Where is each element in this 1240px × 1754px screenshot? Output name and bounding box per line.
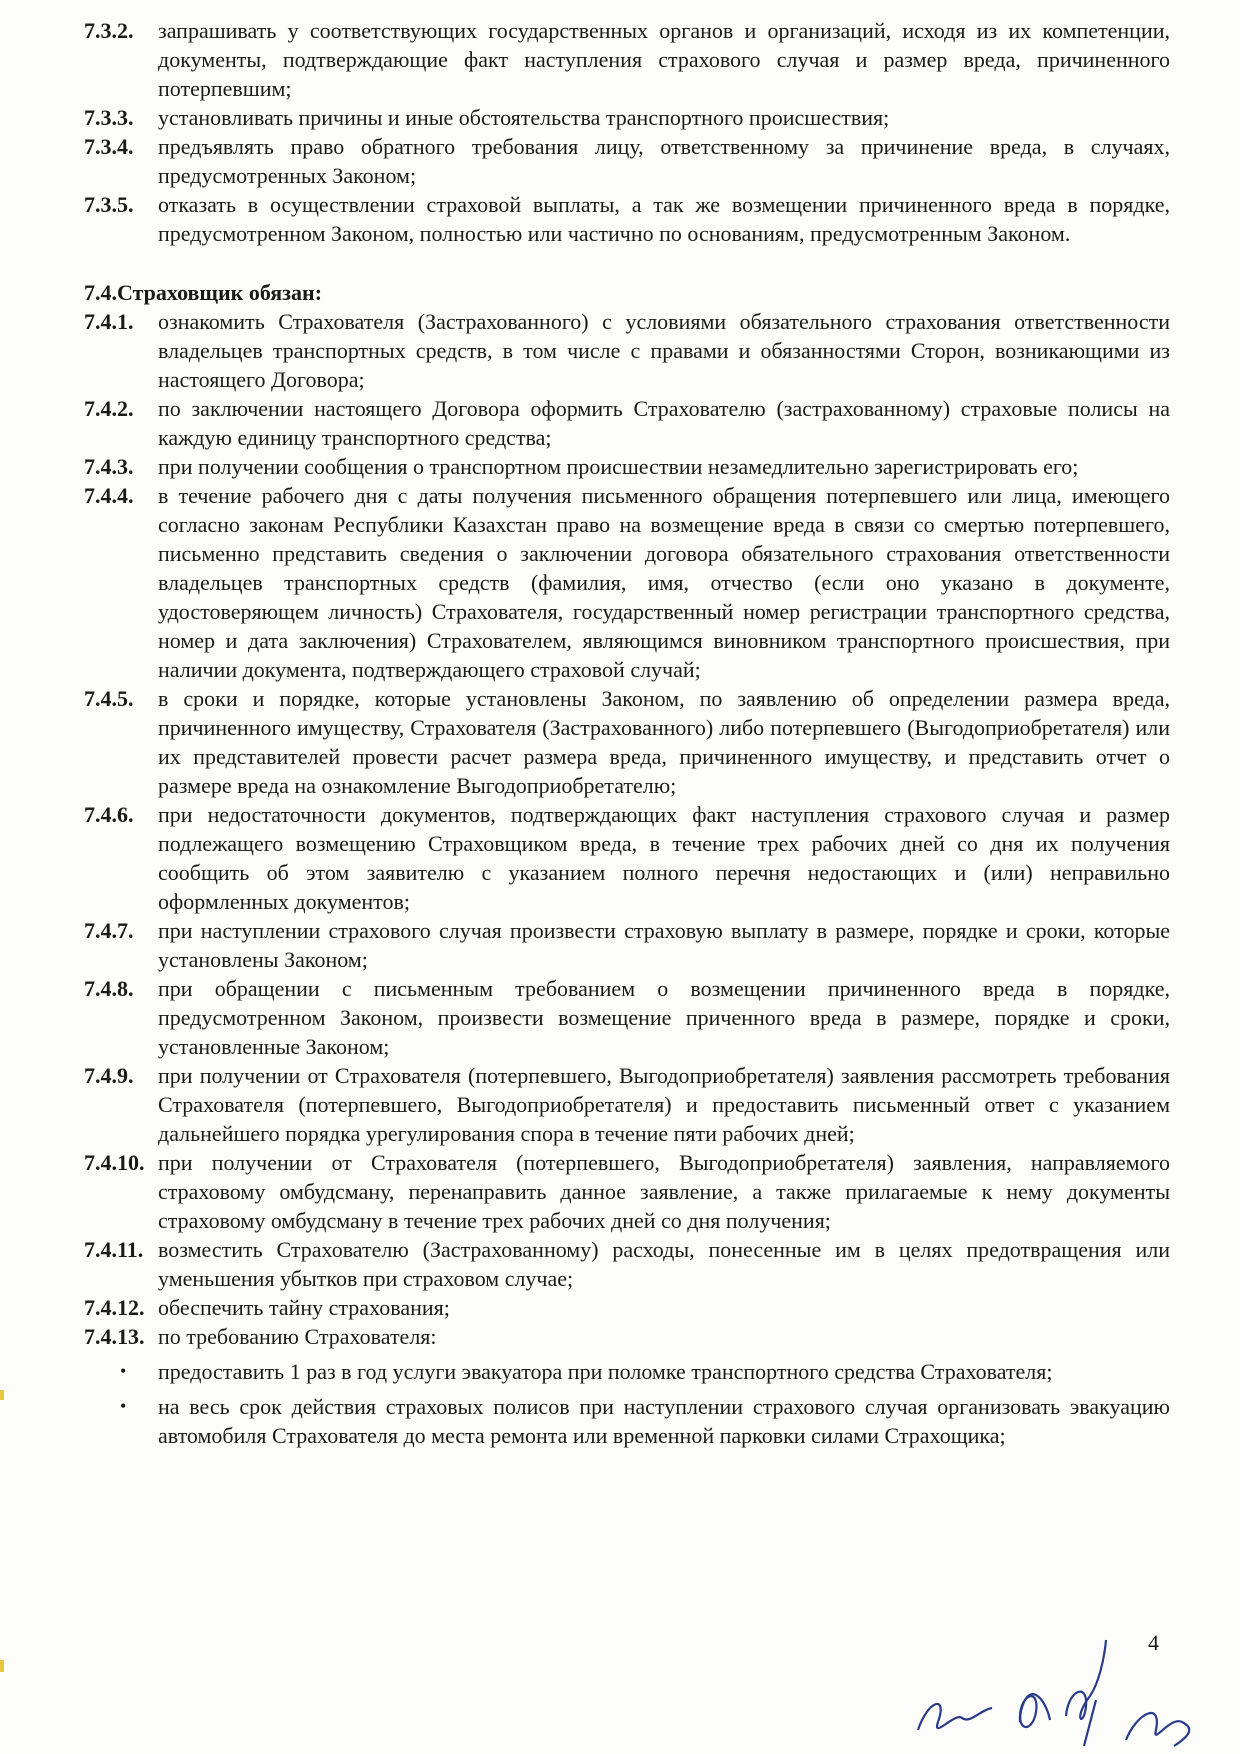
clause-number: 7.4.1. [84, 309, 134, 334]
bullet-marker: • [120, 1396, 127, 1416]
clause-item [84, 916, 1170, 974]
clause-number: 7.4.4. [84, 483, 134, 508]
clause-item [84, 452, 1170, 481]
clause-item [84, 481, 1170, 684]
clause-item [84, 684, 1170, 800]
clause-text: при обращении с письменным требованием о возмещении причиненного вреда в порядке, предусмотренном Законом, произвести возмещение приченного вреда в размере, порядке и сроки, установленные Законом; [158, 976, 1170, 1059]
clause-text: при получении от Страхователя (потерпевшего, Выгодоприобретателя) заявления рассмотреть требования Страхователя (потерпевшего, Выгодоприобретателя) и предоставить письменный ответ с указанием дальнейшего порядка урегулирования спора в течение пяти рабочих дней; [158, 1063, 1170, 1146]
clause-number: 7.4.13. [84, 1324, 145, 1349]
clause-item [84, 103, 1170, 132]
clause-number: 7.4.9. [84, 1063, 134, 1088]
clause-item [84, 1293, 1170, 1322]
signature-2 [1020, 1694, 1050, 1727]
clause-number: 7.4.11. [84, 1237, 144, 1262]
bullet-item [84, 1357, 1170, 1386]
clause-text: в течение рабочего дня с даты получения письменного обращения потерпевшего или лица, имеющего согласно законам Республики Казахстан право на возмещение вреда в связи со смертью потерпевшего, письменно представить сведения о заключении договора обязательного страхования ответственности владельцев транспортных средств (фамилия, имя, отчество (если оно указано в документе, удостоверяющем личность) Страхователя, государственный номер регистрации транспортного средства, номер и дата заключения) Страхователем, являющимся виновником транспортного происшествия, при наличии документа, подтверждающего страховой случай; [158, 483, 1170, 682]
clause-item [84, 307, 1170, 394]
bullet-text: предоставить 1 раз в год услуги эвакуатора при поломке транспортного средства Страхователя; [158, 1359, 1053, 1384]
clause-text: при наступлении страхового случая произвести страховую выплату в размере, порядке и сроки, которые установлены Законом; [158, 918, 1170, 972]
clause-number: 7.4.5. [84, 686, 134, 711]
bullet-item [84, 1392, 1170, 1450]
clause-text: предъявлять право обратного требования лицу, ответственному за причинение вреда, в случаях, предусмотренных Законом; [158, 134, 1170, 188]
clause-item [84, 1322, 1170, 1351]
clause-item [84, 1235, 1170, 1293]
clause-number: 7.3.5. [84, 192, 134, 217]
clause-text: при недостаточности документов, подтверждающих факт наступления страхового случая и размер подлежащего возмещению Страховщиком вреда, в течение трех рабочих дней со дня их получения сообщить об этом заявителю с указанием полного перечня недостающих и (или) неправильно оформленных документов; [158, 802, 1170, 914]
signature-marks [900, 1590, 1200, 1750]
clause-number: 7.4.12. [84, 1295, 145, 1320]
clause-item [84, 132, 1170, 190]
section-7-4-clauses [84, 307, 1170, 1351]
clause-text: обеспечить тайну страхования; [158, 1295, 450, 1320]
clause-number: 7.4.8. [84, 976, 134, 1001]
page-number: 4 [1148, 1630, 1159, 1655]
clause-text: установливать причины и иные обстоятельства транспортного происшествия; [158, 105, 890, 130]
clause-number: 7.4.7. [84, 918, 134, 943]
clause-text: ознакомить Страхователя (Застрахованного) с условиями обязательного страхования ответственности владельцев транспортных средств, в том числе с правами и обязанностями Сторон, возникающими из настоящего Договора; [158, 309, 1170, 392]
document-body [84, 16, 1170, 1450]
clause-item [84, 190, 1170, 248]
clause-number: 7.3.4. [84, 134, 134, 159]
bullet-list [84, 1357, 1170, 1450]
clause-text: по требованию Страхователя: [158, 1324, 437, 1349]
clause-text: в сроки и порядке, которые установлены Законом, по заявлению об определении размера вреда, причиненного имуществу, Страхователя (Застрахованного) либо потерпевшего (Выгодоприобретателя) или их представителей провести расчет размера вреда, причиненного имуществу, и представить отчет о размере вреда на ознакомление Выгодоприобретателю; [158, 686, 1170, 798]
bullet-text: на весь срок действия страховых полисов при наступлении страхового случая организовать эвакуацию автомобиля Страхователя до места ремонта или временной парковки силами Страхощика; [158, 1394, 1170, 1448]
clause-text: при получении сообщения о транспортном происшествии незамедлительно зарегистрировать его; [158, 454, 1079, 479]
section-heading-7-4: 7.4.Страховщик обязан: [84, 280, 323, 305]
clause-item [84, 1148, 1170, 1235]
scan-edge-mark [0, 1660, 4, 1672]
clause-text: при получении от Страхователя (потерпевшего, Выгодоприобретателя) заявления, направляемого страховому омбудсману, перенаправить данное заявление, а также прилагаемые к нему документы страховому омбудсману в течение трех рабочих дней со дня получения; [158, 1150, 1170, 1233]
clause-text: возместить Страхователю (Застрахованному) расходы, понесенные им в целях предотвращения или уменьшения убытков при страховом случае; [158, 1237, 1170, 1291]
clause-item [84, 1061, 1170, 1148]
bullet-marker: • [120, 1361, 127, 1381]
clause-text: по заключении настоящего Договора оформить Страхователю (застрахованному) страховые полисы на каждую единицу транспортного средства; [158, 396, 1170, 450]
clause-number: 7.4.2. [84, 396, 134, 421]
clause-number: 7.4.10. [84, 1150, 145, 1175]
clause-item [84, 800, 1170, 916]
clause-number: 7.4.3. [84, 454, 134, 479]
clause-item [84, 974, 1170, 1061]
signature-1 [918, 1704, 992, 1730]
signature-4 [1126, 1713, 1189, 1746]
clause-text: отказать в осуществлении страховой выплаты, а так же возмещении причиненного вреда в порядке, предусмотренном Законом, полностью или частично по основаниям, предусмотренным Законом. [158, 192, 1170, 246]
clause-item [84, 394, 1170, 452]
scan-edge-mark [0, 1390, 4, 1400]
clause-number: 7.4.6. [84, 802, 134, 827]
clause-item [84, 16, 1170, 103]
signature-3 [1066, 1640, 1106, 1746]
clause-number: 7.3.3. [84, 105, 134, 130]
clause-number: 7.3.2. [84, 18, 134, 43]
clause-text: запрашивать у соответствующих государственных органов и организаций, исходя из их компетенции, документы, подтверждающие факт наступления страхового случая и размер вреда, причиненного потерпевшим; [158, 18, 1170, 101]
section-7-3-clauses [84, 16, 1170, 248]
